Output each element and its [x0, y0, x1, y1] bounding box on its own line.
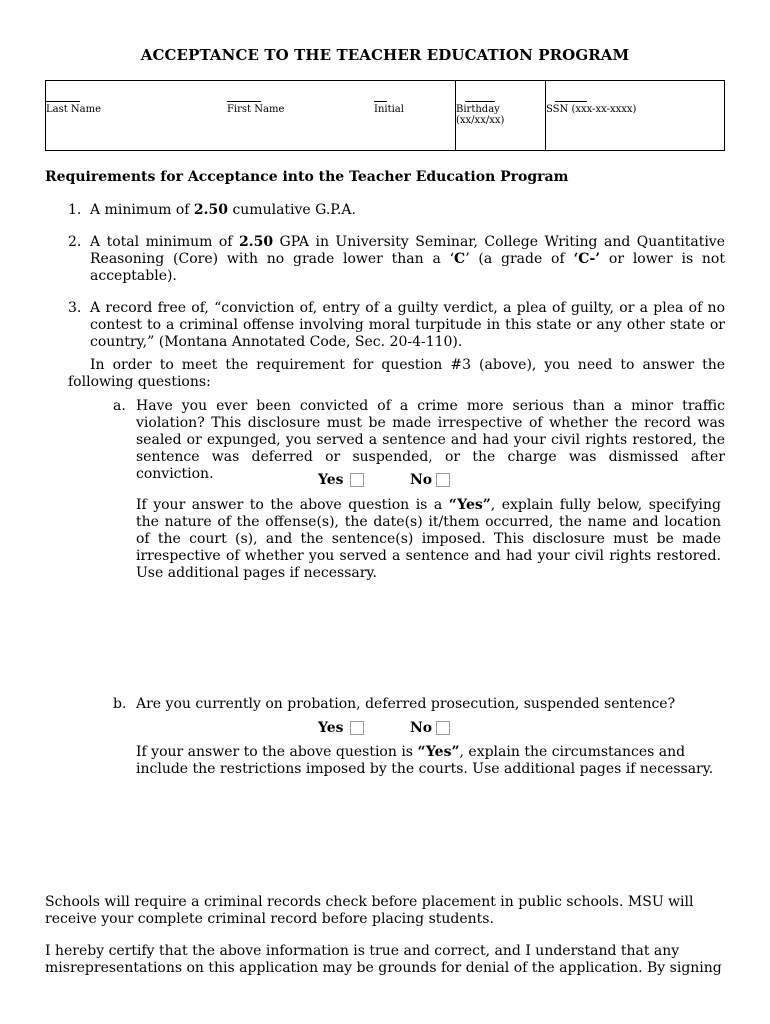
no-checkbox-b[interactable]	[436, 721, 450, 735]
first-name-label: First Name	[227, 104, 285, 115]
requirement-item	[68, 202, 725, 219]
no-label-a: No	[410, 472, 433, 488]
page-title: ACCEPTANCE TO THE TEACHER EDUCATION PROGRAM	[140, 46, 630, 64]
yes-checkbox-a[interactable]	[350, 473, 364, 487]
certification-text: I hereby certify that the above information is true and correct, and I understand that any misrepresentations on this application may be grounds for denial of the application. By signing	[45, 943, 722, 976]
question-a	[113, 398, 725, 483]
item-text: A minimum of 2.50 cumulative G.P.A.	[90, 202, 356, 218]
initial-label: Initial	[374, 104, 404, 115]
last-name-label: Last Name	[46, 104, 102, 115]
birthday-field[interactable]	[456, 101, 504, 126]
last-name-field[interactable]	[46, 101, 101, 115]
yes-label-a: Yes	[318, 472, 344, 488]
item-number: 2.	[68, 234, 82, 250]
first-name-field[interactable]	[227, 101, 284, 115]
question-label: b.	[113, 696, 127, 712]
records-check-notice: Schools will require a criminal records check before placement in public schools. MSU will receive your complete criminal record before placing students.	[45, 894, 694, 927]
requirement-item	[68, 300, 725, 351]
id-box-divider	[545, 81, 546, 150]
item-text: A record free of, “conviction of, entry of a guilty verdict, a plea of guilty, or a plea of no contest to a criminal offense involving moral turpitude in this state or any other state or country,” (Montana Annotated Code, Sec. 20-4-110).	[90, 300, 725, 350]
birthday-format-label: (xx/xx/xx)	[456, 115, 505, 126]
ssn-field[interactable]	[546, 101, 636, 115]
ssn-label: SSN (xxx-xx-xxxx)	[546, 104, 637, 115]
initial-field[interactable]	[374, 101, 404, 115]
item-number: 3.	[68, 300, 82, 316]
applicant-id-box	[45, 80, 725, 151]
yes-label-b: Yes	[318, 720, 344, 736]
no-label-b: No	[410, 720, 433, 736]
question-text: Are you currently on probation, deferred prosecution, suspended sentence?	[136, 696, 676, 712]
requirements-heading: Requirements for Acceptance into the Teacher Education Program	[45, 169, 569, 185]
question-label: a.	[113, 398, 126, 414]
question-b	[113, 696, 725, 713]
item-number: 1.	[68, 202, 82, 218]
birthday-label: Birthday	[456, 104, 500, 115]
yes-checkbox-b[interactable]	[350, 721, 364, 735]
explain-b-text: If your answer to the above question is “Yes”, explain the circumstances and include the restrictions imposed by the courts. Use additional pages if necessary.	[136, 744, 714, 777]
explain-a-text: If your answer to the above question is a “Yes”, explain fully below, specifying the nature of the offense(s), the date(s) it/them occurred, the name and location of the court (s), and the sentence(s) imposed. This disclosure must be made irrespective of whether you served a sentence and had your civil rights restored. Use additional pages if necessary.	[136, 497, 721, 581]
q3-intro: In order to meet the requirement for question #3 (above), you need to answer the following questions:	[68, 357, 725, 390]
no-checkbox-a[interactable]	[436, 473, 450, 487]
requirement-item	[68, 234, 725, 285]
question-text: Have you ever been convicted of a crime more serious than a minor traffic violation? This disclosure must be made irrespective of whether the record was sealed or expunged, you served a sentence and had your civil rights restored, the sentence was deferred or suspended, or the charge was dismissed after conviction.	[136, 398, 725, 482]
item-text: A total minimum of 2.50 GPA in University Seminar, College Writing and Quantitative Reasoning (Core) with no grade lower than a ‘C’ (a grade of ‘C-’ or lower is not acceptable).	[90, 234, 726, 284]
